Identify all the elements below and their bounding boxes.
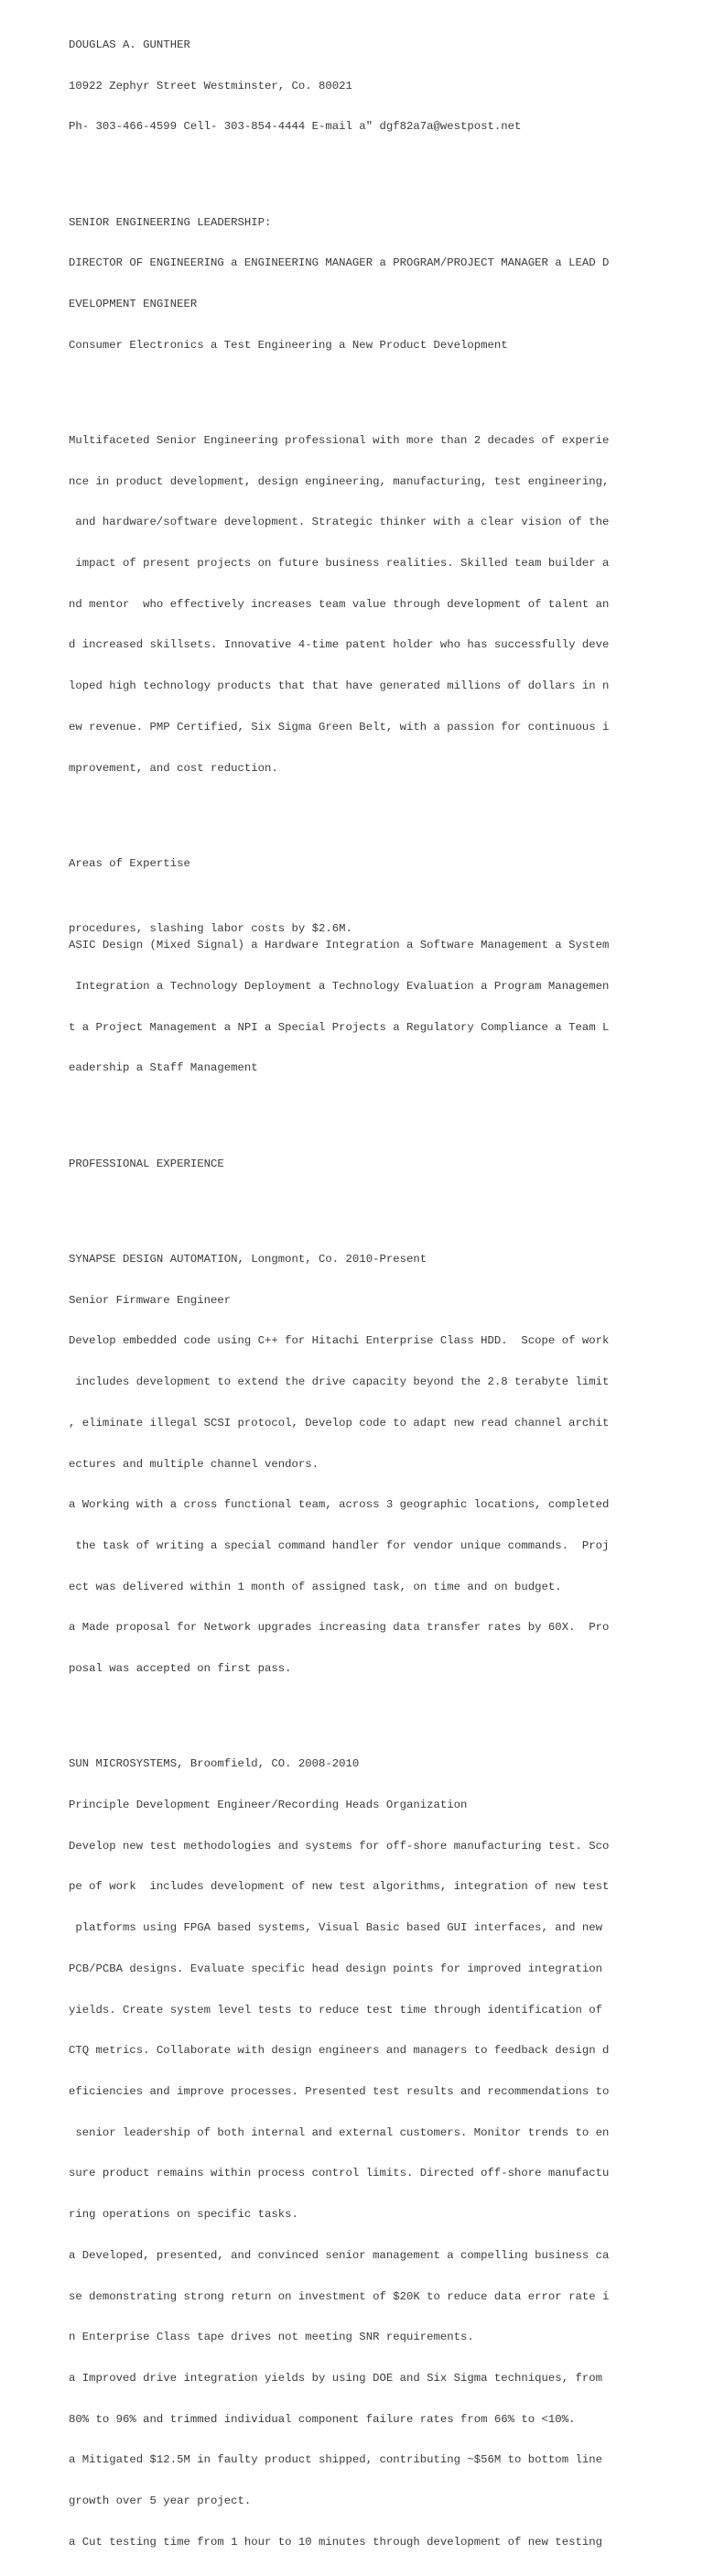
summary-line: impact of present projects on future business realities. Skilled team builder a — [69, 557, 610, 571]
job-line: ect was delivered within 1 month of assigned task, on time and on budget. — [69, 1580, 562, 1593]
job-line: Develop embedded code using C++ for Hitachi Enterprise Class HDD. Scope of work — [69, 1334, 610, 1348]
job-line: a Developed, presented, and convinced senior management a compelling business ca — [69, 2248, 610, 2262]
summary-line: ew revenue. PMP Certified, Six Sigma Green Belt, with a passion for continuous i — [69, 720, 610, 734]
expertise-line: Integration a Technology Deployment a Technology Evaluation a Program Managemen — [69, 980, 610, 993]
summary-line: mprovement, and cost reduction. — [69, 761, 278, 775]
job-line: se demonstrating strong return on investment of $20K to reduce data error rate i — [69, 2289, 610, 2303]
expertise-heading: Areas of Expertise — [69, 856, 190, 870]
job-line: senior leadership of both internal and external customers. Monitor trends to en — [69, 2125, 610, 2139]
job-line: posal was accepted on first pass. — [69, 1662, 292, 1676]
job-line: a Working with a cross functional team, across 3 geographic locations, completed — [69, 1498, 610, 1512]
job-line: ring operations on specific tasks. — [69, 2208, 298, 2222]
job-line: eficiencies and improve processes. Presented test results and recommendations to — [69, 2085, 610, 2098]
summary-line: nce in product development, design engineering, manufacturing, test engineering, — [69, 474, 610, 488]
spacer — [69, 898, 627, 912]
job-line: yields. Create system level tests to reduce test time through identification of — [69, 2003, 602, 2016]
job-line: , eliminate illegal SCSI protocol, Develop code to adapt new read channel archit — [69, 1416, 610, 1429]
candidate-address: 10922 Zephyr Street Westminster, Co. 80021 — [69, 79, 352, 92]
job-line: a Mitigated $12.5M in faulty product shipped, contributing ~$56M to bottom line — [69, 2453, 602, 2467]
job-line: a Made proposal for Network upgrades increasing data transfer rates by 60X. Pro — [69, 1621, 610, 1635]
spacer — [69, 802, 627, 816]
job-line: platforms using FPGA based systems, Visual Basic based GUI interfaces, and new — [69, 1921, 602, 1935]
resume-text — [69, 11, 627, 2576]
headline-line: Consumer Electronics a Test Engineering a New Product Development — [69, 338, 508, 352]
headline-heading: SENIOR ENGINEERING LEADERSHIP: — [69, 215, 272, 229]
summary-line: d increased skillsets. Innovative 4-time patent holder who has successfully deve — [69, 638, 610, 652]
spacer — [69, 1103, 627, 1116]
job-line: PCB/PCBA designs. Evaluate specific head design points for improved integration — [69, 1962, 602, 1975]
job-title: Principle Development Engineer/Recording Heads Organization — [69, 1799, 468, 1812]
summary-line: loped high technology products that that have generated millions of dollars in n — [69, 679, 610, 693]
job-line: a Cut testing time from 1 hour to 10 minutes through development of new testing — [69, 2535, 602, 2549]
summary-line: nd mentor who effectively increases team value through development of talent an — [69, 597, 610, 611]
expertise-line: ASIC Design (Mixed Signal) a Hardware Integration a Software Management a System — [69, 939, 610, 952]
job-line: CTQ metrics. Collaborate with design engineers and managers to feedback design d — [69, 2044, 610, 2058]
spacer — [69, 1198, 627, 1212]
candidate-contact: Ph- 303-466-4599 Cell- 303-854-4444 E-mail a" dgf82a7a@westpost.net — [69, 120, 522, 134]
job-line: Develop new test methodologies and systems for off-shore manufacturing test. Sco — [69, 1839, 610, 1853]
job-line: growth over 5 year project. — [69, 2494, 252, 2508]
job-line: pe of work includes development of new test algorithms, integration of new test — [69, 1880, 610, 1894]
job-line: a Improved drive integration yields by using DOE and Six Sigma techniques, from — [69, 2371, 602, 2385]
job-line: n Enterprise Class tape drives not meeting SNR requirements. — [69, 2331, 474, 2344]
headline-line: EVELOPMENT ENGINEER — [69, 297, 198, 310]
headline-line: DIRECTOR OF ENGINEERING a ENGINEERING MANAGER a PROGRAM/PROJECT MANAGER a LEAD D — [69, 256, 610, 270]
job-line: the task of writing a special command handler for vendor unique commands. Proj — [69, 1538, 610, 1552]
candidate-name: DOUGLAS A. GUNTHER — [69, 38, 190, 51]
spacer — [69, 161, 627, 175]
summary-line: Multifaceted Senior Engineering professional with more than 2 decades of experie — [69, 433, 610, 447]
expertise-line: t a Project Management a NPI a Special Projects a Regulatory Compliance a Team L — [69, 1020, 610, 1034]
spacer — [69, 1703, 627, 1717]
expertise-line: eadership a Staff Management — [69, 1061, 258, 1075]
continuation-line: procedures, slashing labor costs by $2.6M. — [69, 922, 352, 935]
job-line: ectures and multiple channel vendors. — [69, 1457, 319, 1471]
experience-heading: PROFESSIONAL EXPERIENCE — [69, 1157, 224, 1170]
job-line: 80% to 96% and trimmed individual component failure rates from 66% to <10%. — [69, 2412, 576, 2426]
job-line: includes development to extend the drive capacity beyond the 2.8 terabyte limit — [69, 1375, 610, 1389]
job-title: Senior Firmware Engineer — [69, 1293, 232, 1307]
job-employer: SYNAPSE DESIGN AUTOMATION, Longmont, Co. 2010-Present — [69, 1253, 427, 1266]
summary-line: and hardware/software development. Strategic thinker with a clear vision of the — [69, 516, 610, 529]
spacer — [69, 379, 627, 393]
job-line: sure product remains within process control limits. Directed off-shore manufactu — [69, 2167, 610, 2180]
job-employer: SUN MICROSYSTEMS, Broomfield, CO. 2008-2010 — [69, 1757, 360, 1771]
